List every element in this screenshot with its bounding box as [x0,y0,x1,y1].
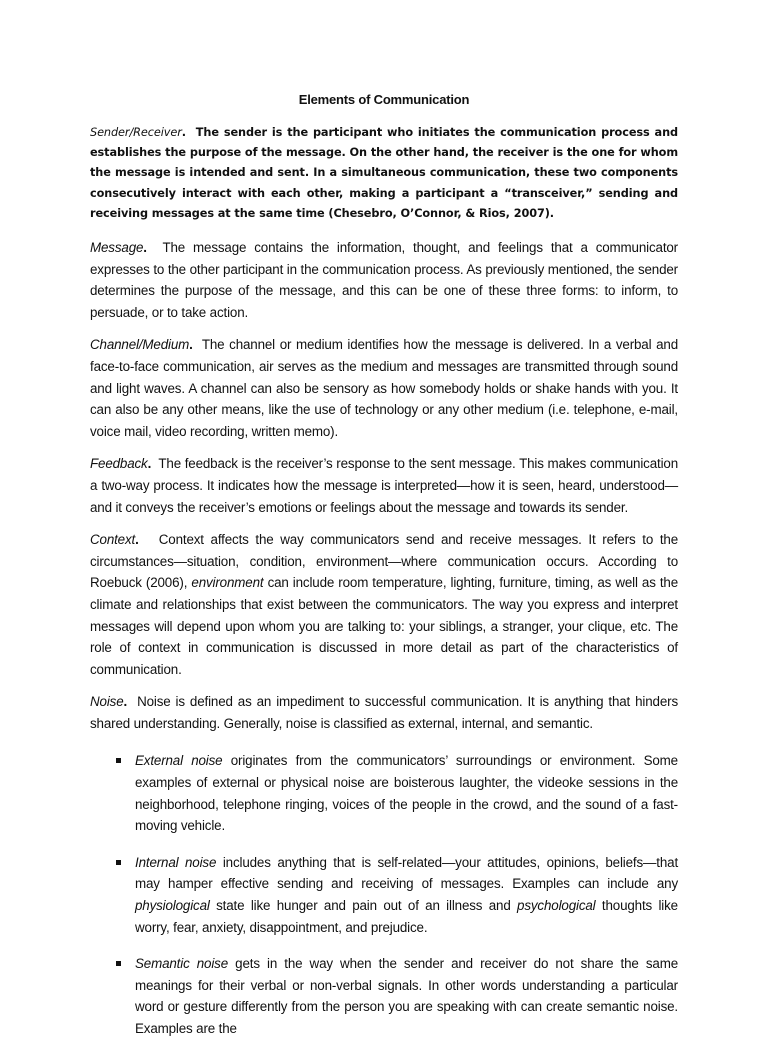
term-sender-receiver: Sender/Receiver [90,126,182,139]
message-text: The message contains the information, thought, and feelings that a communicator expresses to the other participant in the communication process. As previously mentioned, the sender determines the purpose of the message, and this can be one of these three forms: to inform, to persuade, or to take action. [90,240,678,320]
term-context: Context [90,532,136,548]
context-text-b: can include room temperature, lighting, furniture, timing, as well as the climate and relationships that exist between the communicators. The way you express and interpret messages will depend upon whom you are talking to: your siblings, a stranger, your clique, etc. The role of context in communication is discussed in more detail as part of the characteristics of communication. [90,575,679,677]
term-semantic-noise: Semantic noise [135,956,229,972]
paragraph-noise: Noise. Noise is defined as an impediment to successful communication. It is anything that hinders shared understanding. Generally, noise is classified as external, internal, and semantic. [90,694,678,731]
feedback-text: The feedback is the receiver’s response to the sent message. This makes communication a two-way process. It indicates how the message is interpreted—how it is seen, heard, understood—and it conveys the receiver’s emotions or feelings about the message and towards its sender. [90,456,678,515]
page-title: Elements of Communication [298,92,470,107]
external-noise-text: originates from the communicators’ surroundings or environment. Some examples of external or physical noise are boisterous laughter, the videoke sessions in the neighborhood, telephone ringing, voices of the people in the crowd, and the sound of a fast-moving vehicle. [135,753,678,834]
internal-noise-text-a: includes anything that is self-related—your attitudes, opinions, beliefs—that may hamper effective sending and receiving of messages. Examples can include any [135,854,679,892]
square-bullet-icon [116,758,121,763]
internal-noise-text-c: thoughts like worry, fear, anxiety, disappointment, and prejudice. [135,898,678,935]
internal-noise-text-b: state like hunger and pain out of an illness and [216,898,511,914]
term-physiological: physiological [135,898,210,914]
list-item-semantic-noise [90,953,678,1039]
semantic-noise-text: gets in the way when the sender and receiver do not share the same meanings for their verbal or non-verbal signals. In other words understanding a particular word or gesture differently from the person you are speaking with can create semantic noise. Examples are the [135,956,678,1037]
noise-types-list [90,750,678,1039]
context-text-a: Context affects the way communicators send and receive messages. It refers to the circumstances—situation, condition, environment—where communication occurs. According to Roebuck (2006), [90,532,678,591]
paragraph-message: Message. The message contains the information, thought, and feelings that a communicator expresses to the other participant in the communication process. As previously mentioned, the sender determines the purpose of the message, and this can be one of these three forms: to inform, to persuade, or to take action. [90,240,678,320]
noise-text: Noise is defined as an impediment to successful communication. It is anything that hinders shared understanding. Generally, noise is classified as external, internal, and semantic. [90,694,678,731]
term-message: Message [90,240,144,256]
term-external-noise: External noise [135,753,223,769]
paragraph-feedback: Feedback. The feedback is the receiver’s response to the sent message. This makes communication a two-way process. It indicates how the message is interpreted—how it is seen, heard, understood—and it conveys the receiver’s emotions or feelings about the message and towards its sender. [90,456,678,515]
channel-text: The channel or medium identifies how the message is delivered. In a verbal and face-to-face communication, air serves as the medium and messages are transmitted through sound and light waves. A channel can also be sensory as how somebody holds or shake hands with you. It can also be any other means, like the use of technology or any other medium (i.e. telephone, e-mail, voice mail, video recording, written memo). [90,337,678,439]
paragraph-context: Context. Context affects the way communicators send and receive messages. It refers to the circumstances—situation, condition, environment—where communication occurs. According to Roebuck (2006), environment can include room temperature, lighting, furniture, timing, as well as the climate and relationships that exist between the communicators. The way you express and interpret messages will depend upon whom you are talking to: your siblings, a stranger, your clique, etc. The role of context in communication is discussed in more detail as part of the characteristics of communication. [90,532,679,677]
document-page [90,92,678,1055]
sender-receiver-text: The sender is the participant who initiates the communication process and establishes the purpose of the message. On the other hand, the receiver is the one for whom the message is intended and sent. In a simultaneous communication, these two components consecutively interact with each other, making a participant a “transceiver,” sending and receiving messages at the same time (Chesebro, O’Connor, & Rios, 2007). [90,126,679,220]
term-feedback: Feedback [90,456,148,472]
list-item-internal-noise [90,852,678,938]
square-bullet-icon [116,961,121,966]
paragraph-sender-receiver: Sender/Receiver. The sender is the participant who initiates the communication process and establishes the purpose of the message. On the other hand, the receiver is the one for whom the message is intended and sent. In a simultaneous communication, these two components consecutively interact with each other, making a participant a “transceiver,” sending and receiving messages at the same time (Chesebro, O’Connor, & Rios, 2007). [90,126,679,220]
paragraph-channel: Channel/Medium. The channel or medium identifies how the message is delivered. In a verbal and face-to-face communication, air serves as the medium and messages are transmitted through sound and light waves. A channel can also be sensory as how somebody holds or shake hands with you. It can also be any other means, like the use of technology or any other medium (i.e. telephone, e-mail, voice mail, video recording, written memo). [90,337,678,439]
square-bullet-icon [116,860,121,865]
term-environment: environment [191,575,264,591]
term-channel: Channel/Medium [90,337,190,353]
term-noise: Noise [90,694,124,710]
term-internal-noise: Internal noise [135,854,217,870]
term-psychological: psychological [517,898,596,914]
list-item-external-noise [90,750,678,836]
